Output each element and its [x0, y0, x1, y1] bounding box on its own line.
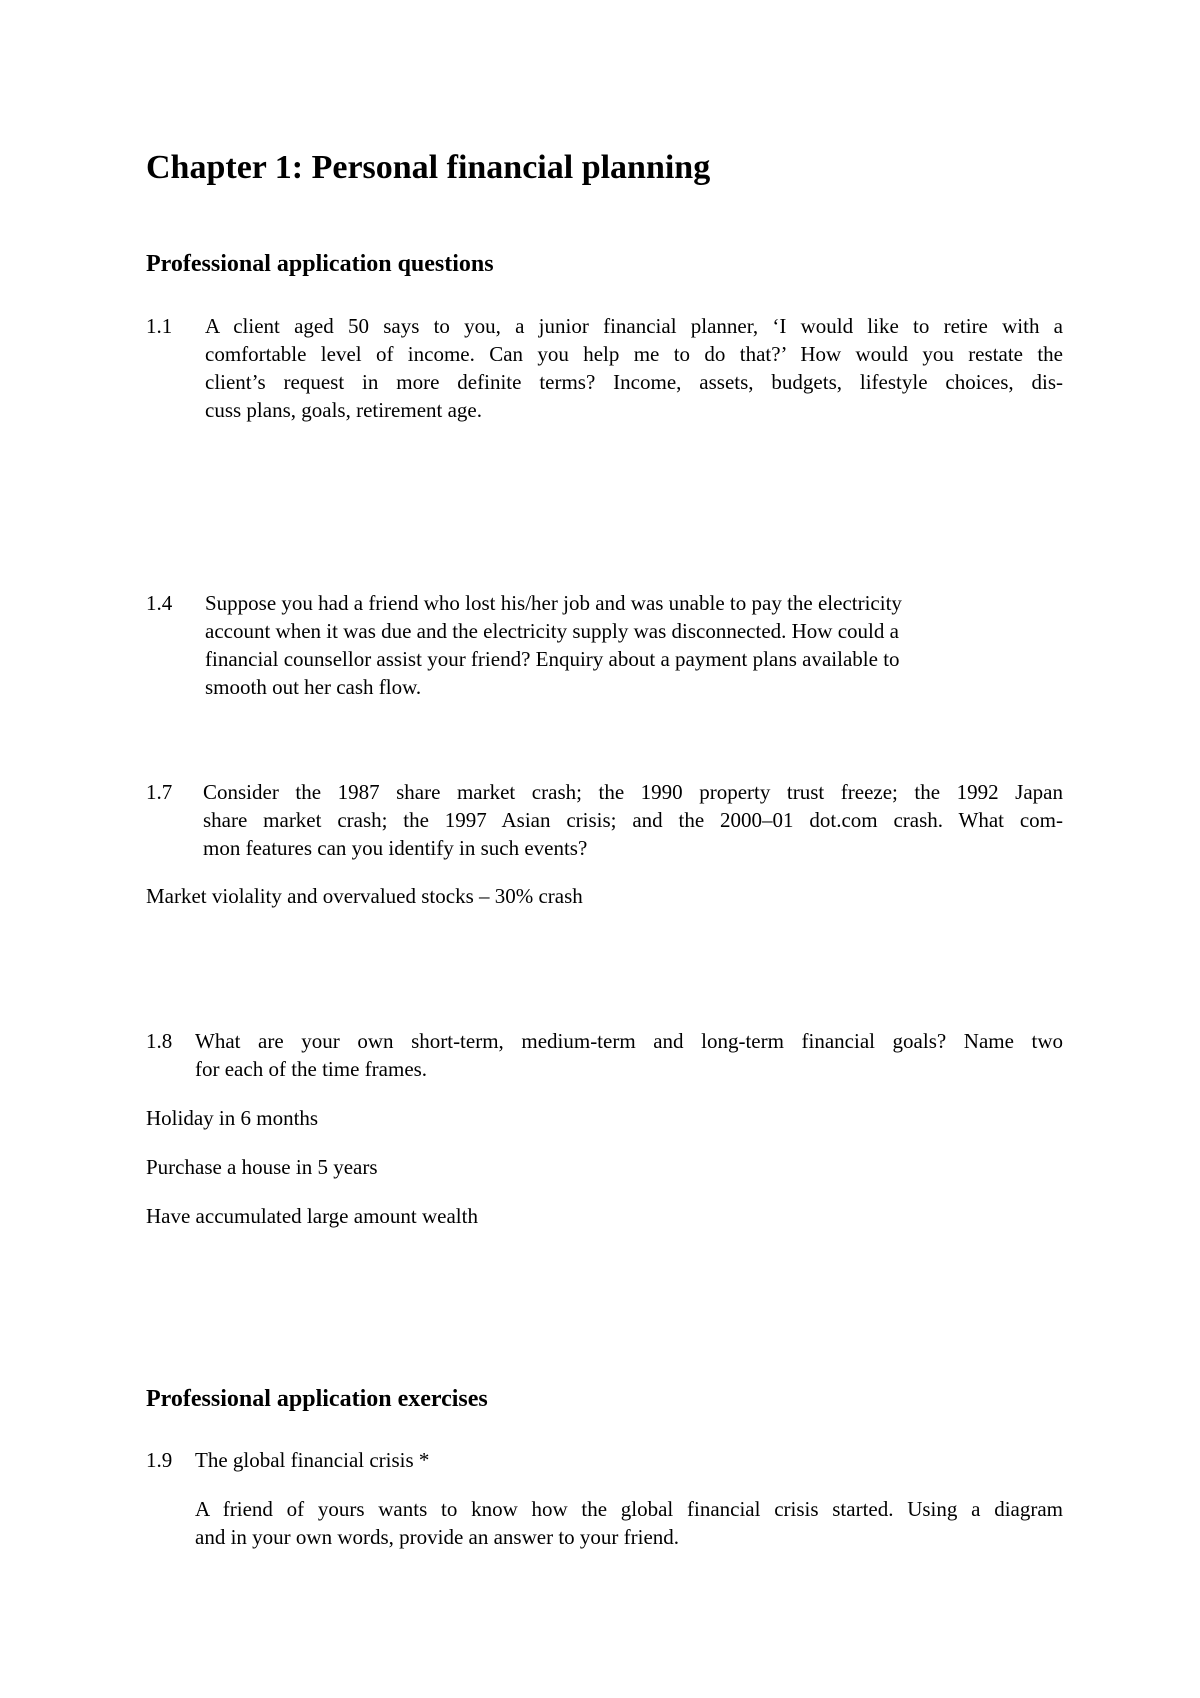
question-line: What are your own short-term, medium-term and long-term financial goals? Name two [195, 1029, 1063, 1053]
exercise-line: A friend of yours wants to know how the global financial crisis started. Using a diagram [195, 1497, 1063, 1521]
exercise-line: and in your own words, provide an answer to your friend. [195, 1525, 680, 1549]
exercise-title: The global financial crisis * [195, 1448, 430, 1472]
chapter-title: Chapter 1: Personal financial planning [146, 149, 711, 186]
question-line: account when it was due and the electricity supply was disconnected. How could a [205, 619, 899, 643]
question-text [203, 778, 1063, 862]
question-line: cuss plans, goals, retirement age. [205, 398, 482, 422]
question-line: mon features can you identify in such events? [203, 836, 588, 860]
question-text [205, 312, 1063, 424]
question-number: 1.1 [146, 314, 173, 338]
question-line: financial counsellor assist your friend? Enquiry about a payment plans available to [205, 647, 900, 671]
question-line: share market crash; the 1997 Asian crisis; and the 2000–01 dot.com crash. What com- [203, 808, 1063, 832]
question-number: 1.8 [146, 1029, 173, 1053]
section-heading-questions: Professional application questions [146, 251, 494, 277]
exercise-text [195, 1495, 1063, 1551]
question-text [205, 589, 1063, 701]
answer-text: Market violality and overvalued stocks – 30% crash [146, 884, 583, 908]
question-text [195, 1027, 1063, 1083]
question-line: smooth out her cash flow. [205, 675, 422, 699]
exercise-number: 1.9 [146, 1448, 173, 1472]
answer-text: Have accumulated large amount wealth [146, 1204, 478, 1228]
question-line: client’s request in more definite terms? Income, assets, budgets, lifestyle choices, dis- [205, 370, 1063, 394]
question-line: A client aged 50 says to you, a junior financial planner, ‘I would like to retire with a [205, 314, 1063, 338]
question-number: 1.4 [146, 591, 173, 615]
question-number: 1.7 [146, 780, 173, 804]
section-heading-exercises: Professional application exercises [146, 1386, 488, 1412]
answer-text: Purchase a house in 5 years [146, 1155, 378, 1179]
question-line: Suppose you had a friend who lost his/her job and was unable to pay the electricity [205, 591, 902, 615]
question-line: Consider the 1987 share market crash; the 1990 property trust freeze; the 1992 Japan [203, 780, 1063, 804]
question-line: comfortable level of income. Can you help me to do that?’ How would you restate the [205, 342, 1063, 366]
question-line: for each of the time frames. [195, 1057, 428, 1081]
answer-text: Holiday in 6 months [146, 1106, 319, 1130]
